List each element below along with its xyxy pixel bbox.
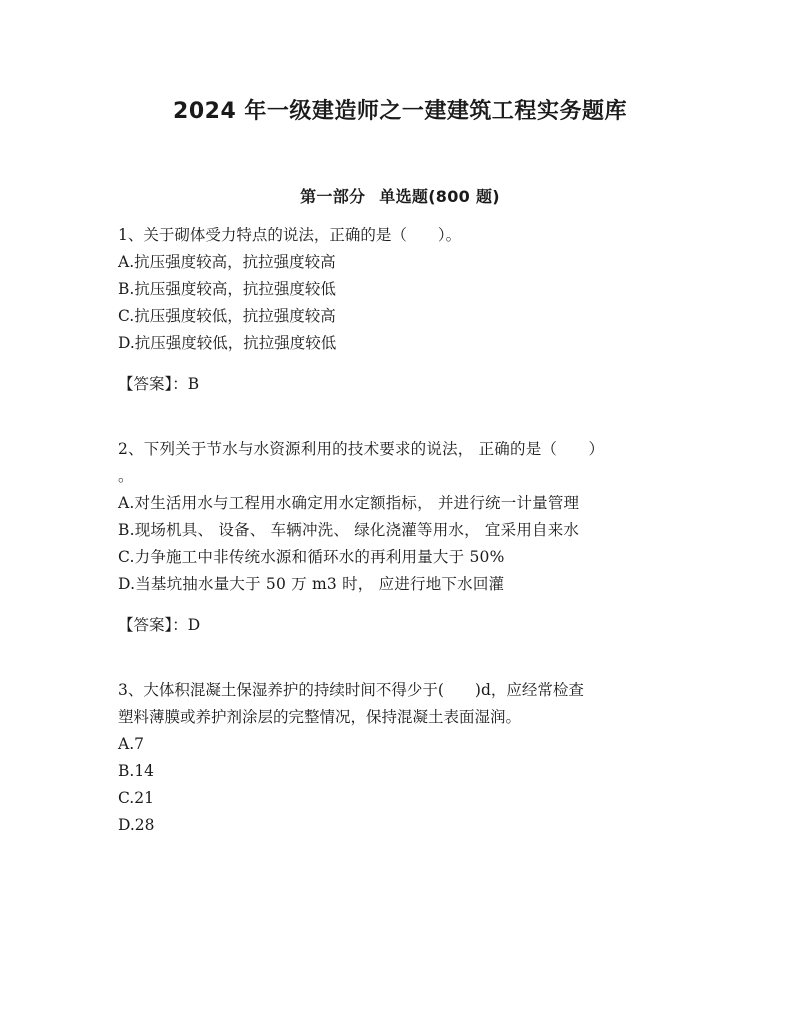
question-stem-continued: 塑料薄膜或养护剂涂层的完整情况，保持混凝土表面湿润。 bbox=[118, 708, 522, 726]
section-heading bbox=[0, 184, 800, 207]
answer-text: 【答案】：B bbox=[118, 375, 200, 393]
option-c: C.21 bbox=[118, 789, 154, 807]
option-b: B.14 bbox=[118, 762, 155, 780]
option-b: B.抗压强度较高，抗拉强度较低 bbox=[118, 280, 336, 298]
option-d: D.抗压强度较低，抗拉强度较低 bbox=[118, 334, 337, 352]
question-stem: 3、大体积混凝土保湿养护的持续时间不得少于( )d，应经常检查 bbox=[118, 681, 584, 699]
question-list bbox=[118, 222, 678, 839]
document-title: 2024 年一级建造师之一建建筑工程实务题库 bbox=[173, 99, 627, 124]
option-a: A.7 bbox=[118, 735, 144, 753]
question-stem: 1、关于砌体受力特点的说法，正确的是（ ）。 bbox=[118, 226, 462, 244]
question-1 bbox=[118, 222, 678, 398]
question-3 bbox=[118, 677, 678, 839]
question-2 bbox=[118, 436, 678, 639]
question-stem-continued: 。 bbox=[118, 467, 134, 485]
question-stem: 2、下列关于节水与水资源利用的技术要求的说法， 正确的是（ ） bbox=[118, 440, 605, 458]
answer-text: 【答案】：D bbox=[118, 616, 201, 634]
section-part: 第一部分 bbox=[300, 187, 366, 206]
option-c: C.力争施工中非传统水源和循环水的再利用量大于 50% bbox=[118, 548, 505, 566]
option-b: B.现场机具、 设备、 车辆冲洗、 绿化浇灌等用水， 宜采用自来水 bbox=[118, 521, 580, 539]
option-c: C.抗压强度较低，抗拉强度较高 bbox=[118, 307, 336, 325]
option-a: A.抗压强度较高，抗拉强度较高 bbox=[118, 253, 336, 271]
option-d: D.当基坑抽水量大于 50 万 m3 时， 应进行地下水回灌 bbox=[118, 575, 505, 593]
option-d: D.28 bbox=[118, 816, 155, 834]
option-a: A.对生活用水与工程用水确定用水定额指标， 并进行统一计量管理 bbox=[118, 494, 580, 512]
section-name: 单选题(800 题) bbox=[379, 187, 500, 206]
